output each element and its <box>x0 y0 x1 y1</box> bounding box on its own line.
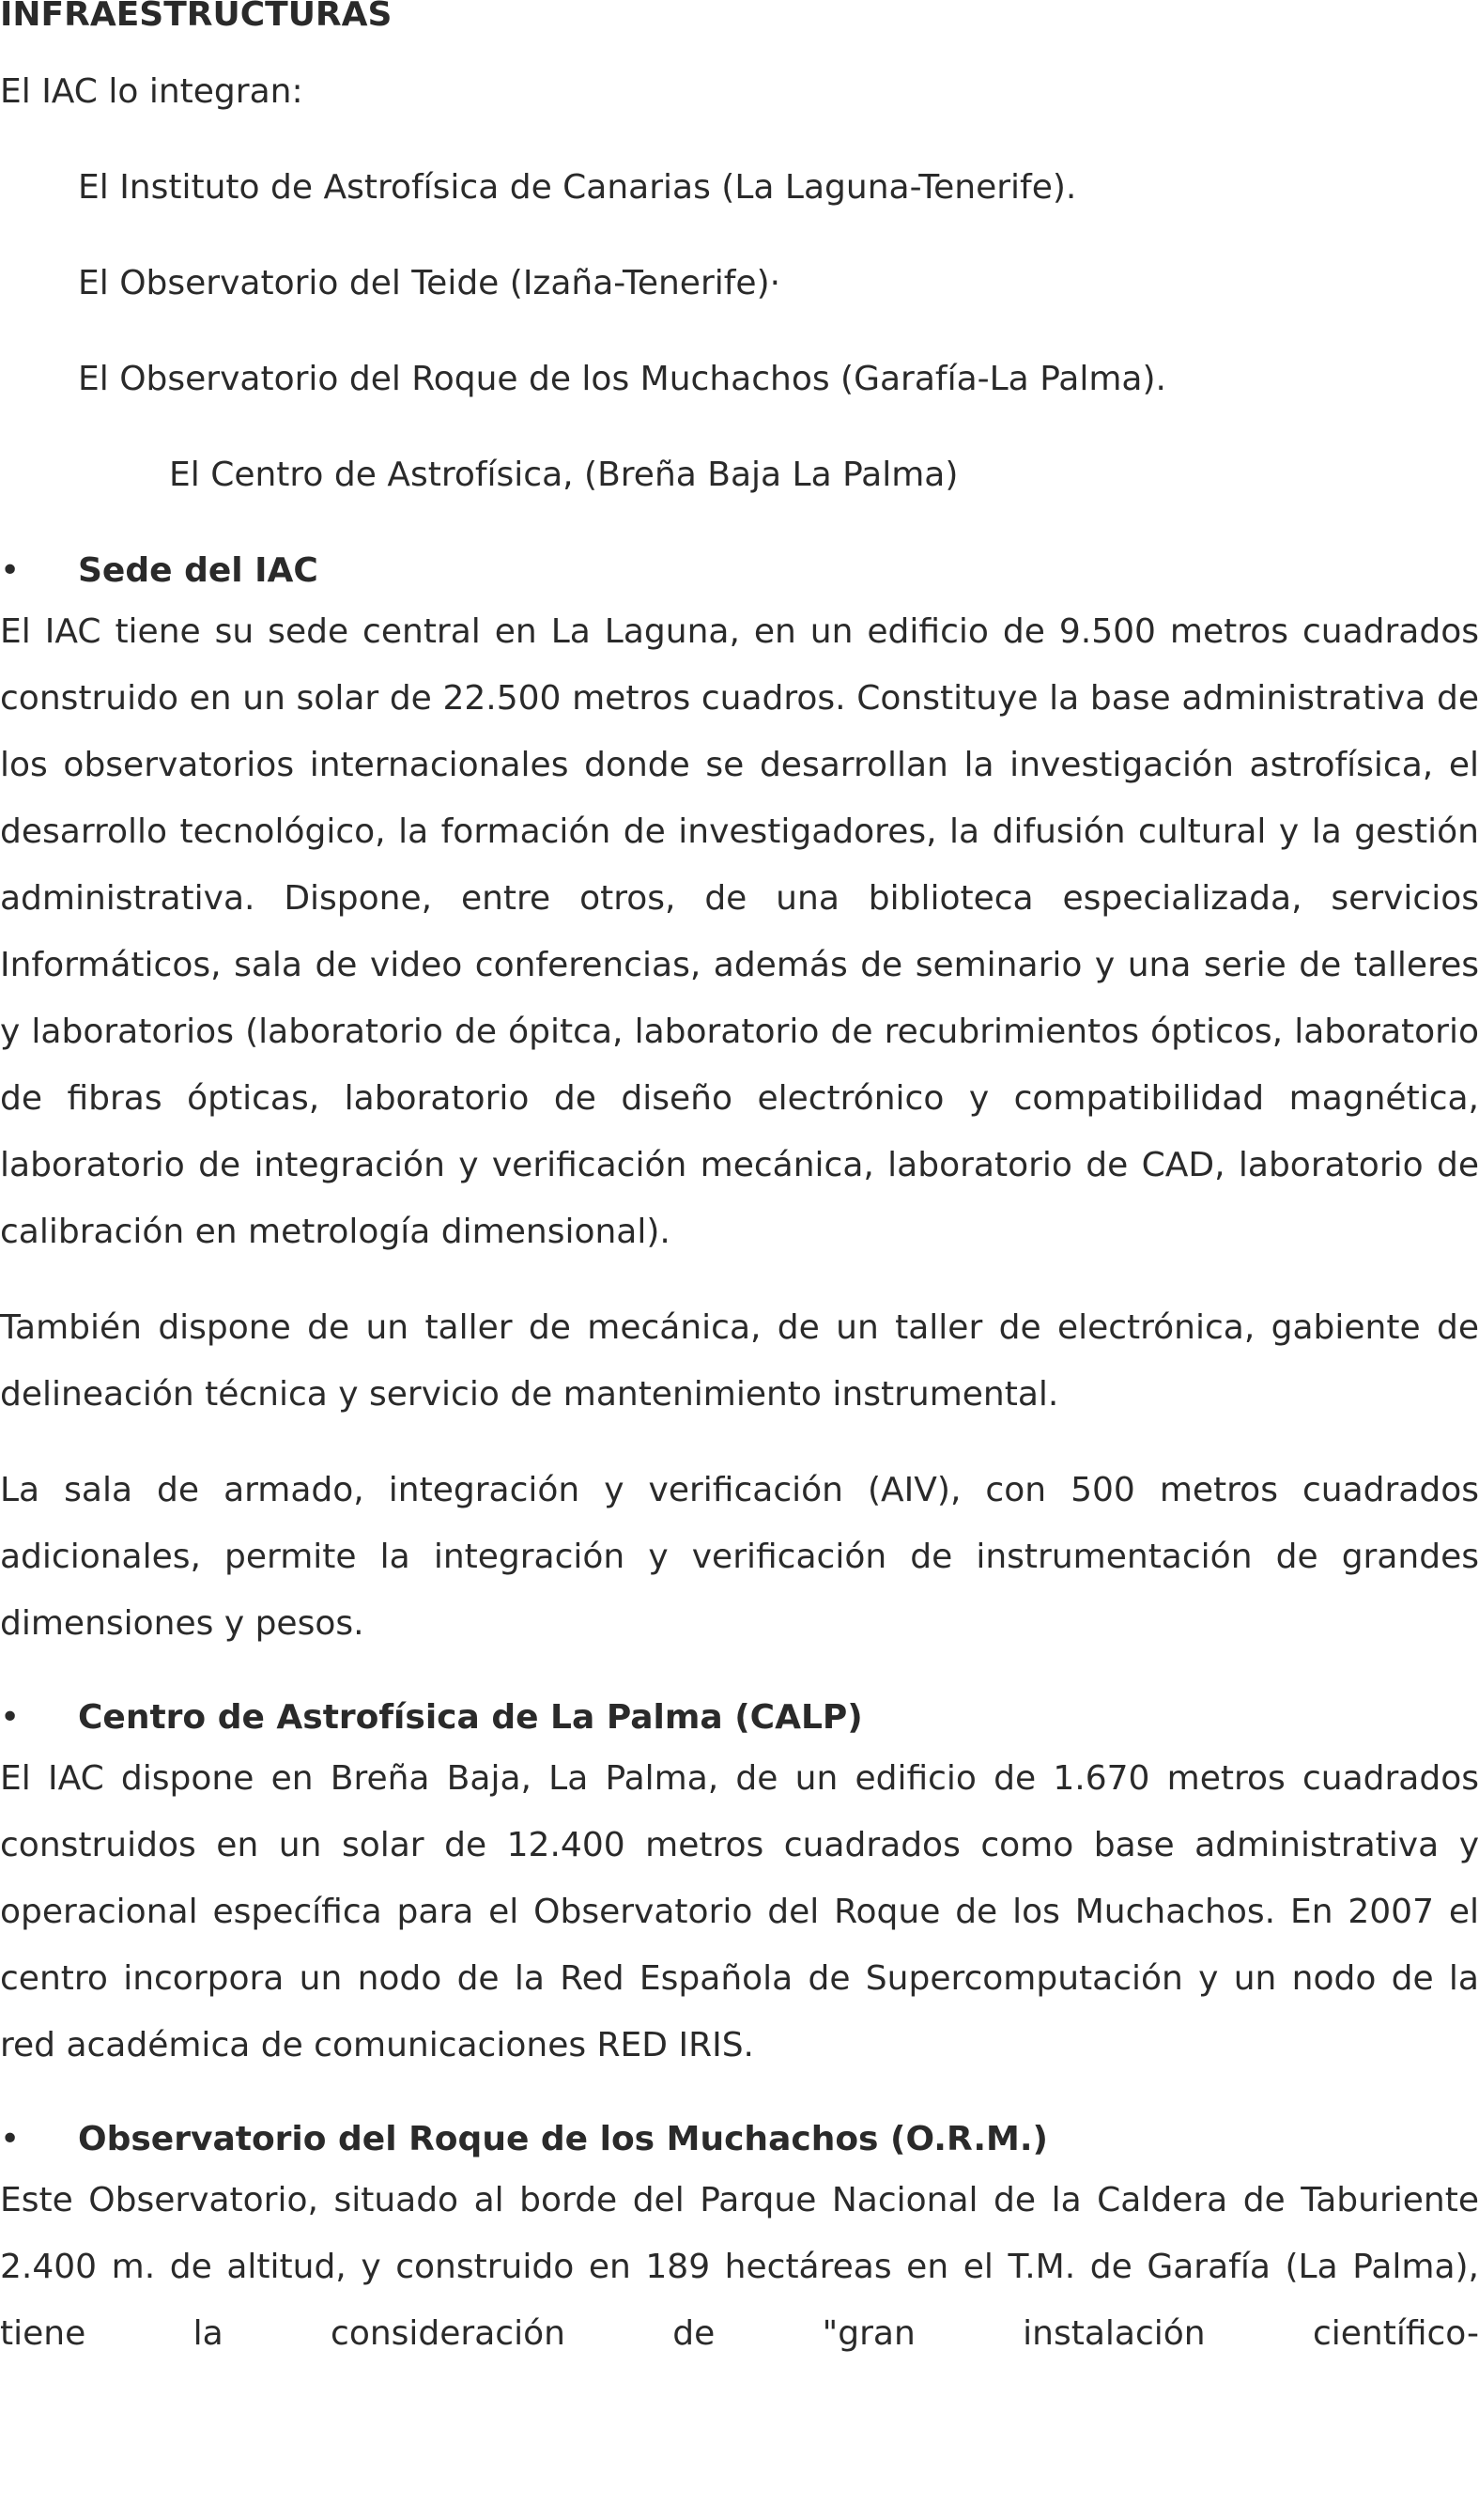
body-paragraph: Este Observatorio, situado al borde del Parque Nacional de la Caldera de Taburiente 2.400 m. de altitud, y construido en 189 hectáreas en el T.M. de Garafía (La Palma), tiene la consideración de "gran instalación científico- <box>0 2181 1479 2353</box>
intro-text: El IAC lo integran: <box>0 72 303 111</box>
body-paragraph: También dispone de un taller de mecánica, de un taller de electrónica, gabiente de delineación técnica y servicio de mantenimiento instrumental. <box>0 1308 1479 1414</box>
body-paragraph: El IAC tiene su sede central en La Laguna, en un edificio de 9.500 metros cuadrados construido en un solar de 22.500 metros cuadros. Constituye la base administrativa de los observatorios internacionales donde se desarrollan la investigación astrofísica, el desarrollo tecnológico, la formación de investigadores, la difusión cultural y la gestión administrativa. Dispone, entre otros, de una biblioteca especializada, servicios Informáticos, sala de video conferencias, además de seminario y una serie de talleres y laboratorios (laboratorio de ópitca, laboratorio de recubrimientos ópticos, laboratorio de fibras ópticas, laboratorio de diseño electrónico y compatibilidad magnética, laboratorio de integración y verificación mecánica, laboratorio de CAD, laboratorio de calibración en metrología dimensional). <box>0 612 1479 1251</box>
member-item: El Centro de Astrofísica, (Breña Baja La Palma) <box>169 456 959 494</box>
bullet-icon: • <box>0 551 21 590</box>
body-paragraph: El IAC dispone en Breña Baja, La Palma, de un edificio de 1.670 metros cuadrados construidos en un solar de 12.400 metros cuadrados como base administrativa y operacional específica para el Observatorio del Roque de los Muchachos. En 2007 el centro incorpora un nodo de la Red Española de Supercomputación y un nodo de la red académica de comunicaciones RED IRIS. <box>0 1759 1479 2064</box>
body-paragraph: La sala de armado, integración y verificación (AIV), con 500 metros cuadrados adicionales, permite la integración y verificación de instrumentación de grandes dimensiones y pesos. <box>0 1471 1479 1643</box>
section-heading <box>0 1698 1479 1737</box>
section-title: Centro de Astrofísica de La Palma (CALP) <box>78 1698 863 1737</box>
member-item: El Observatorio del Teide (Izaña-Tenerife)· <box>78 264 781 302</box>
section-title: Sede del IAC <box>78 551 318 590</box>
bullet-icon: • <box>0 1698 21 1737</box>
section-heading <box>0 2120 1479 2158</box>
member-item: El Instituto de Astrofísica de Canarias (La Laguna-Tenerife). <box>78 168 1077 207</box>
section-title: Observatorio del Roque de los Muchachos (O.R.M.) <box>78 2120 1048 2158</box>
bullet-icon: • <box>0 2120 21 2158</box>
member-item: El Observatorio del Roque de los Muchachos (Garafía-La Palma). <box>78 360 1166 398</box>
page-heading: INFRAESTRUCTURAS <box>0 0 393 34</box>
section-heading <box>0 551 1479 590</box>
